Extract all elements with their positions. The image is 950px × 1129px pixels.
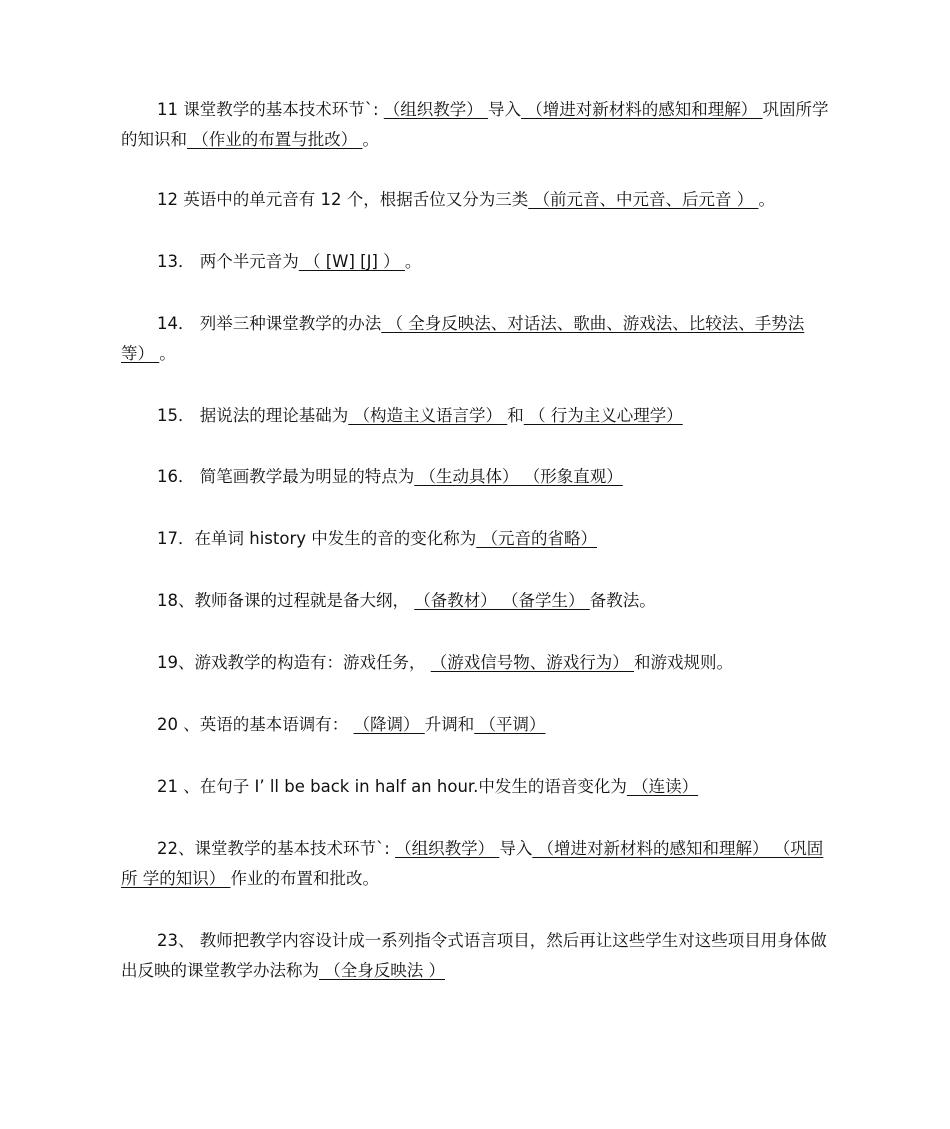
question-18 xyxy=(121,586,833,616)
question-text: 升调和 xyxy=(424,715,475,734)
answer-blank: （全身反映法 ） xyxy=(319,961,445,980)
answer-blank: （前元音、中元音、后元音 ） xyxy=(528,190,759,209)
question-text: 16． 简笔画教学最为明显的特点为 xyxy=(157,467,415,486)
question-21 xyxy=(121,772,833,802)
question-13 xyxy=(121,247,833,277)
question-text: 和 xyxy=(507,406,524,425)
question-text: 13． 两个半元音为 xyxy=(157,252,299,271)
answer-blank: （组织教学） xyxy=(395,839,500,858)
question-text: 11 课堂教学的基本技术环节`: xyxy=(157,100,384,119)
answer-blank: （连读） xyxy=(626,777,699,796)
answer-blank: （ 全身反映法、对话法、歌曲、游戏法、比较法、手势法 等） xyxy=(121,314,805,363)
answer-blank: （作业的布置与批改） xyxy=(187,130,363,149)
question-text: 14． 列举三种课堂教学的办法 xyxy=(157,314,382,333)
question-text: 备教法。 xyxy=(589,591,656,610)
question-text: 。 xyxy=(362,130,379,149)
question-text: 。 xyxy=(404,252,422,271)
question-text: 。 xyxy=(159,344,176,363)
question-14 xyxy=(121,309,833,369)
question-22 xyxy=(121,834,833,894)
question-text: 和游戏规则。 xyxy=(634,653,733,672)
answer-blank: （降调） xyxy=(353,715,425,734)
question-text: 15． 据说法的理论基础为 xyxy=(157,406,349,425)
answer-blank: （增进对新材料的感知和理解） xyxy=(521,100,763,119)
question-text: 导入 xyxy=(488,100,522,119)
answer-blank: （构造主义语言学） xyxy=(348,406,508,425)
question-text: 20 、英语的基本语调有： xyxy=(157,715,354,734)
question-text: 12 英语中的单元音有 12 个，根据舌位又分为三类 xyxy=(157,190,529,209)
question-15 xyxy=(121,401,833,431)
question-23 xyxy=(121,926,833,986)
question-20 xyxy=(121,710,833,740)
question-text: 22、课堂教学的基本技术环节`: xyxy=(157,839,396,858)
question-12 xyxy=(121,185,833,215)
question-text: 巩固所学的知识和 xyxy=(121,100,829,149)
answer-blank: （平调） xyxy=(474,715,546,734)
answer-blank: （组织教学） xyxy=(383,100,489,119)
answer-blank: （生动具体） （形象直观） xyxy=(414,467,623,486)
question-text: 作业的布置和批改。 xyxy=(230,869,379,888)
answer-blank: （ [W] [J] ） xyxy=(298,252,405,271)
question-text: 18、教师备课的过程就是备大纲， xyxy=(157,591,415,610)
answer-blank: （增进对新材料的感知和理解） （巩固所 学的知识） xyxy=(121,839,824,888)
question-text: 21 、在句子 I’ ll be back in half an hour.中发生的语音变化为 xyxy=(157,777,627,796)
answer-blank: （ 行为主义心理学） xyxy=(523,406,683,425)
question-text: 17．在单词 history 中发生的音的变化称为 xyxy=(157,529,477,548)
answer-blank: （元音的省略） xyxy=(476,529,597,548)
question-19 xyxy=(121,648,833,678)
question-text: 23、 教师把教学内容设计成一系列指令式语言项目，然后再让这些学生对这些项目用身体做出反映的课堂教学办法称为 xyxy=(121,931,827,980)
question-11 xyxy=(121,95,833,155)
answer-blank: （游戏信号物、游戏行为） xyxy=(430,653,634,672)
question-text: 导入 xyxy=(499,839,533,858)
question-17 xyxy=(121,524,833,554)
question-16 xyxy=(121,462,833,492)
answer-blank: （备教材） （备学生） xyxy=(414,591,590,610)
question-text: 19、游戏教学的构造有：游戏任务， xyxy=(157,653,431,672)
question-text: 。 xyxy=(758,190,775,209)
